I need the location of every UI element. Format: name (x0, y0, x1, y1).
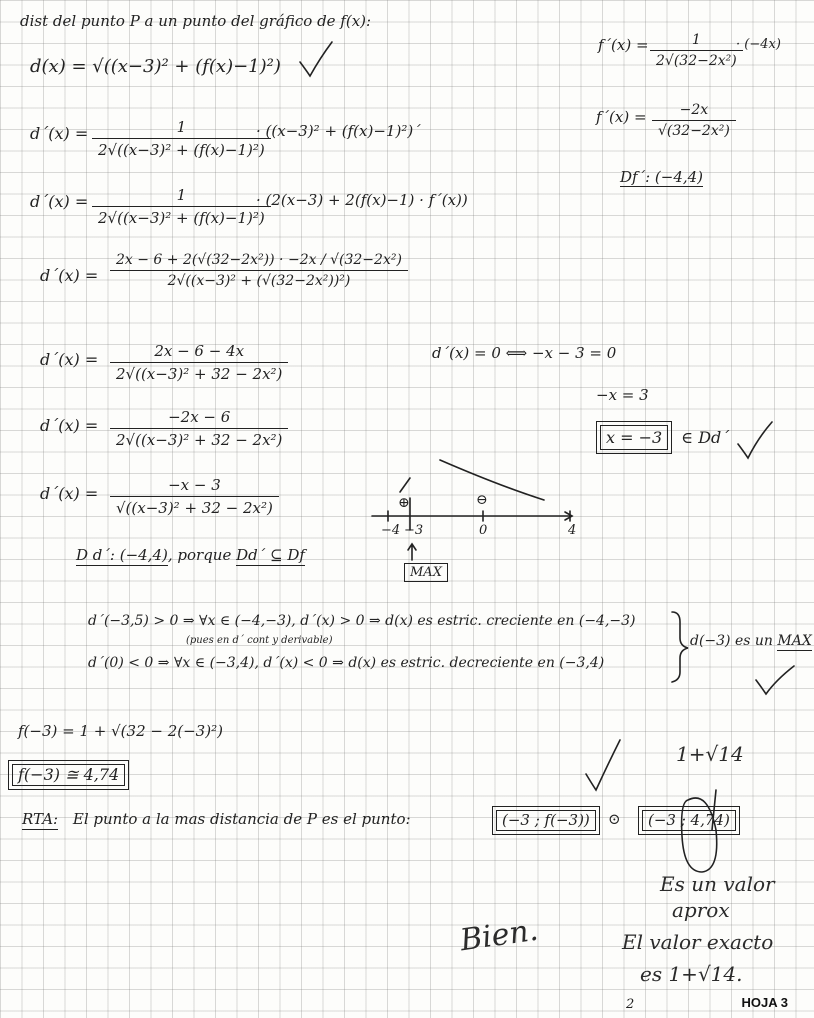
sign-negative: ⊖ (476, 492, 488, 508)
checkmark-result (586, 740, 620, 790)
problem-statement: dist del punto P a un punto del gráfico de f(x): (20, 12, 372, 30)
critical-point-equation: d´(x) = 0 ⟺ −x − 3 = 0 (432, 344, 617, 362)
critical-point-boxed: x = −3 (600, 425, 668, 450)
answer-label: RTA: (22, 810, 59, 828)
derivative-step-4-lhs: d´(x) = (40, 350, 99, 369)
answer-point-approx: (−3 ; 4,74) (642, 810, 736, 831)
teacher-exact-value: 1+√14 (676, 742, 744, 766)
derivative-step-5-lhs: d´(x) = (40, 416, 99, 435)
answer-point-exact: (−3 ; f(−3)) (496, 810, 596, 831)
derivative-step-1-lhs: d´(x) = (30, 124, 89, 143)
critical-point-in-domain: ∈ Dd´ (681, 428, 730, 447)
derivative-step-6-numerator: −x − 3 (168, 476, 221, 494)
analysis-conclusion-max: MAX (777, 633, 812, 649)
analysis-decreasing: d´(0) < 0 ⇒ ∀x ∈ (−3,4), d´(x) < 0 ⇒ d(x) es estric. decreciente en (−3,4) (88, 655, 605, 671)
f-evaluation: f(−3) = 1 + √(32 − 2(−3)²) (18, 722, 223, 740)
derivative-step-2-denominator: 2√((x−3)² + (f(x)−1)²) (98, 209, 265, 227)
checkmark-critical-point (738, 422, 772, 458)
analysis-note: (pues en d´ cont y derivable) (186, 635, 333, 646)
derivative-domain-because: , porque (167, 546, 232, 564)
distance-function-definition: d(x) = √((x−3)² + (f(x)−1)²) (30, 56, 281, 77)
sign-chart-tick-zero: 0 (479, 523, 488, 538)
critical-point-step: −x = 3 (596, 386, 649, 404)
derivative-step-1-tail: · ((x−3)² + (f(x)−1)²)´ (256, 122, 421, 140)
f-prime-step-1-tail: · (−4x) (736, 37, 781, 52)
teacher-ellipse (682, 798, 717, 872)
teacher-note-line-4: es 1+√14. (640, 962, 743, 986)
derivative-step-4-numerator: 2x − 6 − 4x (154, 342, 245, 360)
answer-text: El punto a la mas distancia de P es el punto: (72, 810, 411, 828)
max-label: MAX (404, 563, 448, 582)
sign-chart-tick-minus-four: −4 (381, 523, 401, 538)
analysis-brace (672, 612, 688, 682)
teacher-bien: Bien. (457, 912, 541, 959)
sign-positive: ⊕ (398, 495, 410, 511)
derivative-step-3-lhs: d´(x) = (40, 266, 99, 285)
f-prime-step-1-denominator: 2√(32−2x²) (656, 53, 737, 69)
f-prime-step-2-lhs: f´(x) = (596, 108, 647, 126)
answer-or: ⊙ (608, 810, 621, 828)
derivative-step-2-tail: · (2(x−3) + 2(f(x)−1) · f´(x)) (256, 191, 468, 209)
analysis-increasing: d´(−3,5) > 0 ⇒ ∀x ∈ (−4,−3), d´(x) > 0 ⇒ d(x) es estric. creciente en (−4,−3) (88, 613, 636, 629)
derivative-step-6-denominator: √((x−3)² + 32 − 2x²) (116, 499, 273, 517)
derivative-step-3-denominator: 2√((x−3)² + (√(32−2x²))²) (167, 273, 351, 289)
f-prime-step-2-denominator: √(32−2x²) (658, 123, 730, 139)
sign-chart-tick-four: 4 (568, 523, 577, 538)
derivative-step-2-lhs: d´(x) = (30, 192, 89, 211)
derivative-step-6-lhs: d´(x) = (40, 484, 99, 503)
increasing-stroke (400, 478, 410, 492)
sign-chart-tick-minus-three: −3 (404, 523, 424, 538)
teacher-note-line-1: Es un valor (660, 872, 775, 896)
derivative-domain-value: D d´: (−4,4) (76, 546, 168, 564)
derivative-domain-subset: Dd´ ⊆ Df (236, 546, 305, 564)
analysis-conclusion-text: d(−3) es un (690, 633, 773, 649)
f-prime-step-1-lhs: f´(x) = (598, 36, 649, 54)
derivative-step-4-denominator: 2√((x−3)² + 32 − 2x²) (116, 365, 283, 383)
sheet-label: HOJA 3 (741, 995, 788, 1010)
f-prime-domain: Df´: (−4,4) (620, 168, 704, 186)
f-prime-step-2-numerator: −2x (679, 102, 709, 118)
derivative-step-2-numerator: 1 (176, 186, 187, 204)
derivative-step-5-numerator: −2x − 6 (168, 408, 231, 426)
derivative-step-1-denominator: 2√((x−3)² + (f(x)−1)²) (98, 141, 265, 159)
decreasing-curve (440, 460, 544, 500)
derivative-step-1-numerator: 1 (176, 118, 187, 136)
derivative-step-5-denominator: 2√((x−3)² + 32 − 2x²) (116, 431, 283, 449)
checkmark-conclusion (756, 666, 794, 694)
derivative-step-3-numerator: 2x − 6 + 2(√(32−2x²)) · −2x / √(32−2x²) (116, 252, 402, 268)
max-arrow (408, 544, 416, 560)
page-number-mark: 2 (626, 997, 635, 1012)
f-approximation: f(−3) ≅ 4,74 (12, 764, 125, 786)
checkmark-definition (300, 42, 332, 76)
teacher-note-line-2: aprox (672, 898, 730, 922)
f-prime-step-1-numerator: 1 (691, 32, 701, 48)
teacher-note-line-3: El valor exacto (622, 930, 774, 954)
